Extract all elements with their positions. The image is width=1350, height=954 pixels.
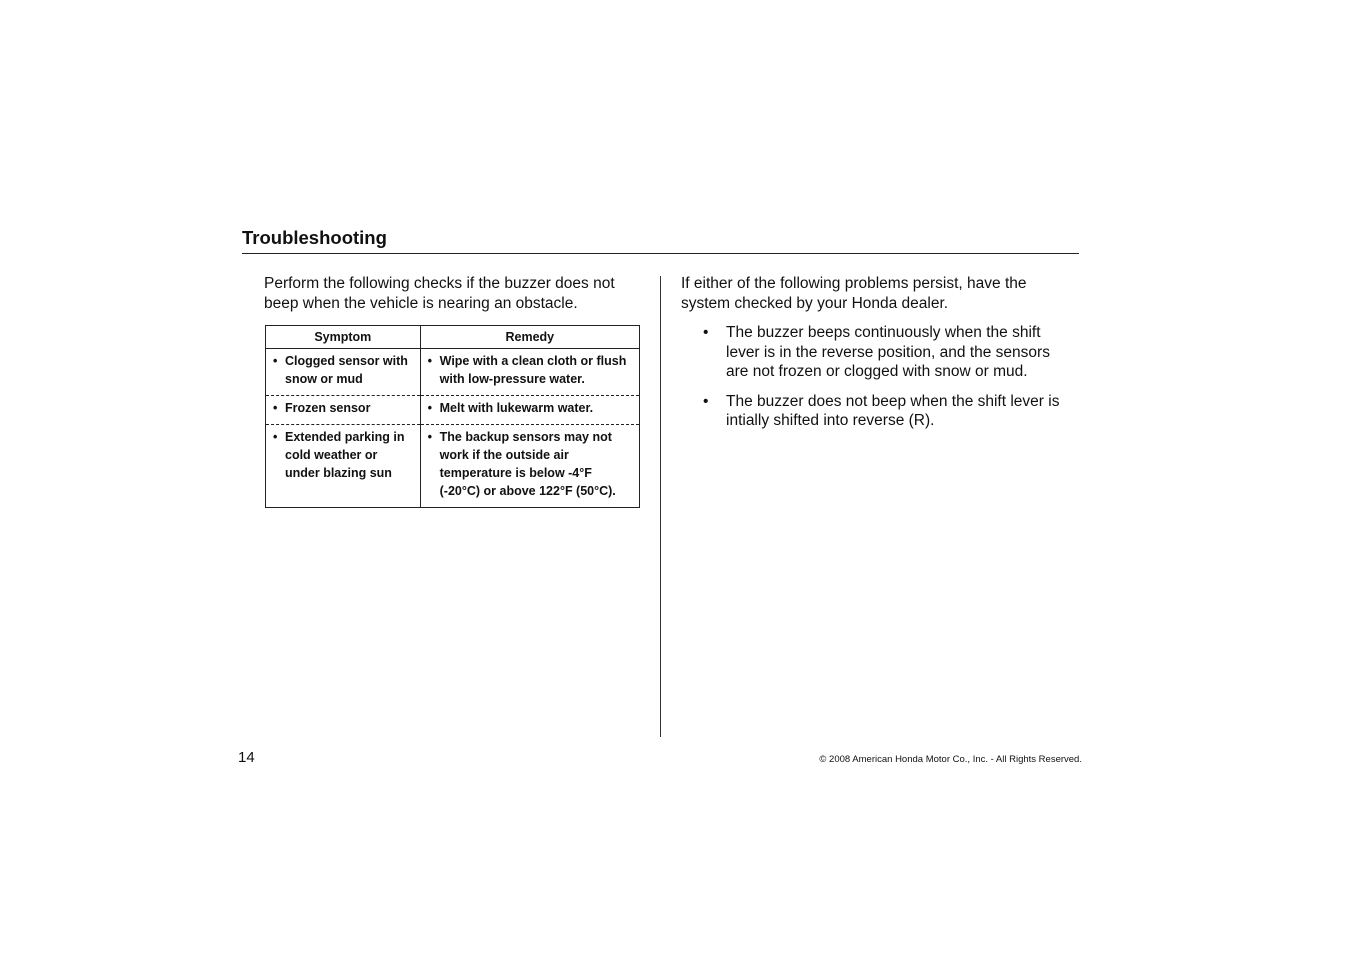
remedy-text: Wipe with a clean cloth or flush with low-pressure water.	[439, 354, 627, 386]
column-divider	[660, 276, 661, 737]
list-item	[700, 323, 1070, 382]
remedy-text: The backup sensors may not work if the outside air temperature is below -4°F (-20°C) or above 122°F (50°C).	[439, 430, 616, 498]
left-intro-paragraph: Perform the following checks if the buzzer does not beep when the vehicle is nearing an obstacle.	[264, 275, 615, 312]
symptom-cell	[266, 396, 421, 425]
symptom-text: Clogged sensor with snow or mud	[285, 354, 408, 386]
table-row	[266, 349, 640, 396]
bullet-icon: •	[703, 392, 709, 410]
remedy-column-header: Remedy	[420, 326, 639, 349]
bullet-icon: •	[427, 430, 433, 444]
list-item-text: The buzzer beeps continuously when the shift lever is in the reverse position, and the sensors are not frozen or clogged with snow or mud.	[726, 324, 1050, 380]
bullet-icon: •	[703, 324, 709, 341]
table-header-row	[266, 326, 640, 349]
bullet-icon: •	[273, 354, 278, 368]
list-item	[700, 392, 1070, 431]
table-row	[266, 425, 640, 508]
copyright-notice: © 2008 American Honda Motor Co., Inc. - All Rights Reserved.	[819, 754, 1082, 765]
problem-list	[700, 323, 1070, 441]
symptom-text: Frozen sensor	[285, 401, 371, 415]
remedy-text: Melt with lukewarm water.	[439, 401, 594, 415]
table-row	[266, 396, 640, 425]
title-rule	[242, 253, 1079, 254]
page-title: Troubleshooting	[242, 227, 387, 248]
troubleshooting-table	[265, 325, 640, 508]
remedy-cell	[420, 349, 639, 396]
symptom-cell	[266, 349, 421, 396]
right-intro-paragraph: If either of the following problems persist, have the system checked by your Honda dealer.	[681, 275, 1027, 312]
page-number: 14	[238, 749, 255, 766]
symptom-cell	[266, 425, 421, 508]
remedy-cell	[420, 396, 639, 425]
symptom-text: Extended parking in cold weather or under blazing sun	[285, 430, 405, 480]
symptom-column-header: Symptom	[266, 326, 421, 349]
list-item-text: The buzzer does not beep when the shift lever is intially shifted into reverse (R).	[726, 392, 1060, 429]
remedy-cell	[420, 425, 639, 508]
bullet-icon: •	[427, 354, 433, 368]
bullet-icon: •	[273, 430, 278, 444]
bullet-icon: •	[427, 401, 433, 415]
bullet-icon: •	[273, 401, 278, 415]
